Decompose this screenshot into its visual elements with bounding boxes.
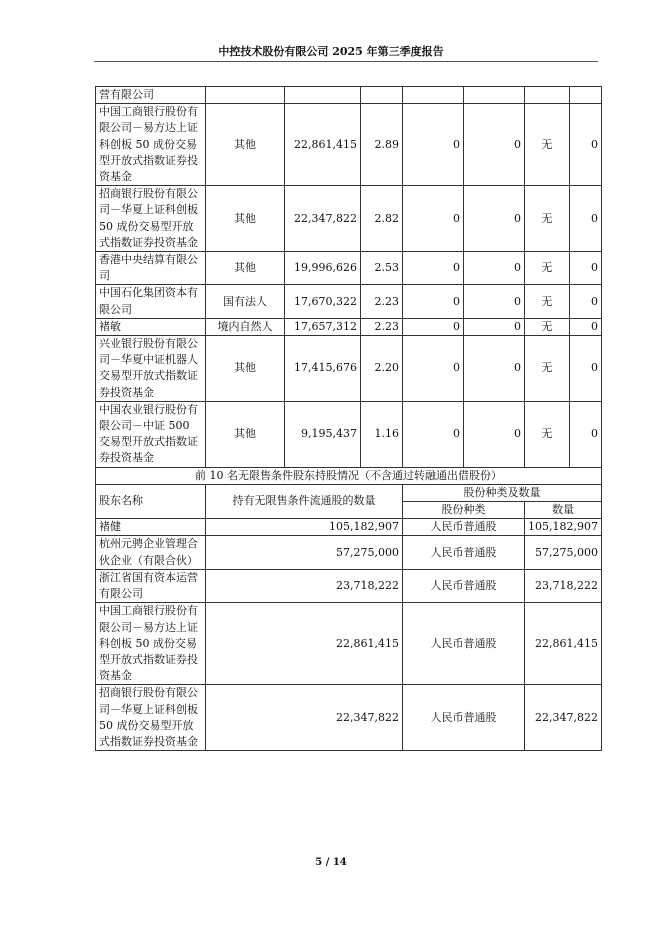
table-row <box>96 318 602 335</box>
pledge-status: 无 <box>525 336 570 402</box>
table-row <box>96 104 602 186</box>
pledged-shares: 0 <box>464 104 525 186</box>
col-share-type-and-qty: 股份种类及数量 <box>403 484 602 501</box>
pledge-quantity: 0 <box>569 252 601 285</box>
shares-held: 9,195,437 <box>285 401 361 467</box>
table-row <box>96 252 602 285</box>
share-type: 人民币普通股 <box>403 603 525 685</box>
share-quantity: 22,347,822 <box>525 685 602 751</box>
holder-name: 营有限公司 <box>96 87 206 104</box>
share-percent: 1.16 <box>361 401 403 467</box>
pledge-quantity: 0 <box>569 186 601 252</box>
table-row <box>96 186 602 252</box>
share-quantity: 105,182,907 <box>525 519 602 536</box>
pledged-shares: 0 <box>464 318 525 335</box>
restricted-shares: 0 <box>403 186 464 252</box>
holder-type: 境内自然人 <box>206 318 285 335</box>
pledged-shares: 0 <box>464 252 525 285</box>
shares-held: 17,670,322 <box>285 285 361 318</box>
share-percent: 2.53 <box>361 252 403 285</box>
shareholder-table <box>95 86 602 751</box>
table-row <box>96 519 602 536</box>
shares-held: 17,415,676 <box>285 336 361 402</box>
restricted-shares: 0 <box>403 285 464 318</box>
shares-held: 17,657,312 <box>285 318 361 335</box>
shares-held: 22,347,822 <box>285 186 361 252</box>
pledge-status: 无 <box>525 401 570 467</box>
table-row <box>96 603 602 685</box>
share-percent: 2.23 <box>361 318 403 335</box>
holder-type: 其他 <box>206 104 285 186</box>
table-row <box>96 285 602 318</box>
restricted-shares: 0 <box>403 336 464 402</box>
pledge-status: 无 <box>525 285 570 318</box>
pledge-quantity <box>569 87 601 104</box>
pledge-quantity: 0 <box>569 104 601 186</box>
unrestricted-quantity: 22,347,822 <box>206 685 403 751</box>
pledge-status: 无 <box>525 104 570 186</box>
holder-name: 招商银行股份有限公司－华夏上证科创板 50 成份交易型开放式指数证券投资基金 <box>96 186 206 252</box>
holder-name: 杭州元骋企业管理合伙企业（有限合伙） <box>96 536 206 569</box>
unrestricted-quantity: 22,861,415 <box>206 603 403 685</box>
unrestricted-quantity: 105,182,907 <box>206 519 403 536</box>
share-type: 人民币普通股 <box>403 569 525 602</box>
restricted-shares: 0 <box>403 401 464 467</box>
pledge-quantity: 0 <box>569 285 601 318</box>
pledge-status: 无 <box>525 252 570 285</box>
col-quantity: 数量 <box>525 502 602 519</box>
pledge-status: 无 <box>525 318 570 335</box>
share-percent <box>361 87 403 104</box>
column-header-row <box>96 484 602 501</box>
holder-type: 其他 <box>206 252 285 285</box>
holder-type: 其他 <box>206 186 285 252</box>
holder-name: 褚健 <box>96 519 206 536</box>
share-percent: 2.82 <box>361 186 403 252</box>
share-type: 人民币普通股 <box>403 519 525 536</box>
table-row <box>96 401 602 467</box>
pledge-quantity: 0 <box>569 336 601 402</box>
shares-held <box>285 87 361 104</box>
holder-type: 其他 <box>206 401 285 467</box>
restricted-shares: 0 <box>403 318 464 335</box>
unrestricted-quantity: 57,275,000 <box>206 536 403 569</box>
table-row <box>96 87 602 104</box>
pledged-shares: 0 <box>464 336 525 402</box>
holder-name: 招商银行股份有限公司－华夏上证科创板 50 成份交易型开放式指数证券投资基金 <box>96 685 206 751</box>
holder-type: 其他 <box>206 336 285 402</box>
pledged-shares: 0 <box>464 401 525 467</box>
table-row <box>96 336 602 402</box>
holder-name: 中国工商银行股份有限公司－易方达上证科创板 50 成份交易型开放式指数证券投资基金 <box>96 603 206 685</box>
section-title: 前 10 名无限售条件股东持股情况（不含通过转融通出借股份） <box>96 467 602 484</box>
pledge-status <box>525 87 570 104</box>
pledged-shares: 0 <box>464 186 525 252</box>
pledged-shares: 0 <box>464 285 525 318</box>
page-header-title: 中控技术股份有限公司 2025 年第三季度报告 <box>218 45 444 58</box>
share-percent: 2.23 <box>361 285 403 318</box>
table-row <box>96 536 602 569</box>
col-holder-name: 股东名称 <box>96 484 206 518</box>
share-type: 人民币普通股 <box>403 536 525 569</box>
holder-name: 中国石化集团资本有限公司 <box>96 285 206 318</box>
pledge-quantity: 0 <box>569 318 601 335</box>
pledged-shares <box>464 87 525 104</box>
holder-name: 香港中央结算有限公司 <box>96 252 206 285</box>
holder-name: 中国农业银行股份有限公司－中证 500 交易型开放式指数证券投资基金 <box>96 401 206 467</box>
restricted-shares: 0 <box>403 252 464 285</box>
share-percent: 2.89 <box>361 104 403 186</box>
holder-type <box>206 87 285 104</box>
share-quantity: 23,718,222 <box>525 569 602 602</box>
share-type: 人民币普通股 <box>403 685 525 751</box>
restricted-shares: 0 <box>403 104 464 186</box>
col-share-type: 股份种类 <box>403 502 525 519</box>
header-divider <box>94 61 598 62</box>
section-title-row <box>96 467 602 484</box>
unrestricted-quantity: 23,718,222 <box>206 569 403 602</box>
page-number: 5 / 14 <box>315 857 347 868</box>
pledge-quantity: 0 <box>569 401 601 467</box>
col-unrestricted-qty: 持有无限售条件流通股的数量 <box>206 484 403 518</box>
table-row <box>96 569 602 602</box>
share-quantity: 57,275,000 <box>525 536 602 569</box>
pledge-status: 无 <box>525 186 570 252</box>
share-percent: 2.20 <box>361 336 403 402</box>
shares-held: 19,996,626 <box>285 252 361 285</box>
holder-name: 浙江省国有资本运营有限公司 <box>96 569 206 602</box>
table-row <box>96 685 602 751</box>
restricted-shares <box>403 87 464 104</box>
share-quantity: 22,861,415 <box>525 603 602 685</box>
holder-name: 兴业银行股份有限公司－华夏中证机器人交易型开放式指数证券投资基金 <box>96 336 206 402</box>
holder-type: 国有法人 <box>206 285 285 318</box>
shares-held: 22,861,415 <box>285 104 361 186</box>
holder-name: 中国工商银行股份有限公司－易方达上证科创板 50 成份交易型开放式指数证券投资基金 <box>96 104 206 186</box>
holder-name: 褚敏 <box>96 318 206 335</box>
